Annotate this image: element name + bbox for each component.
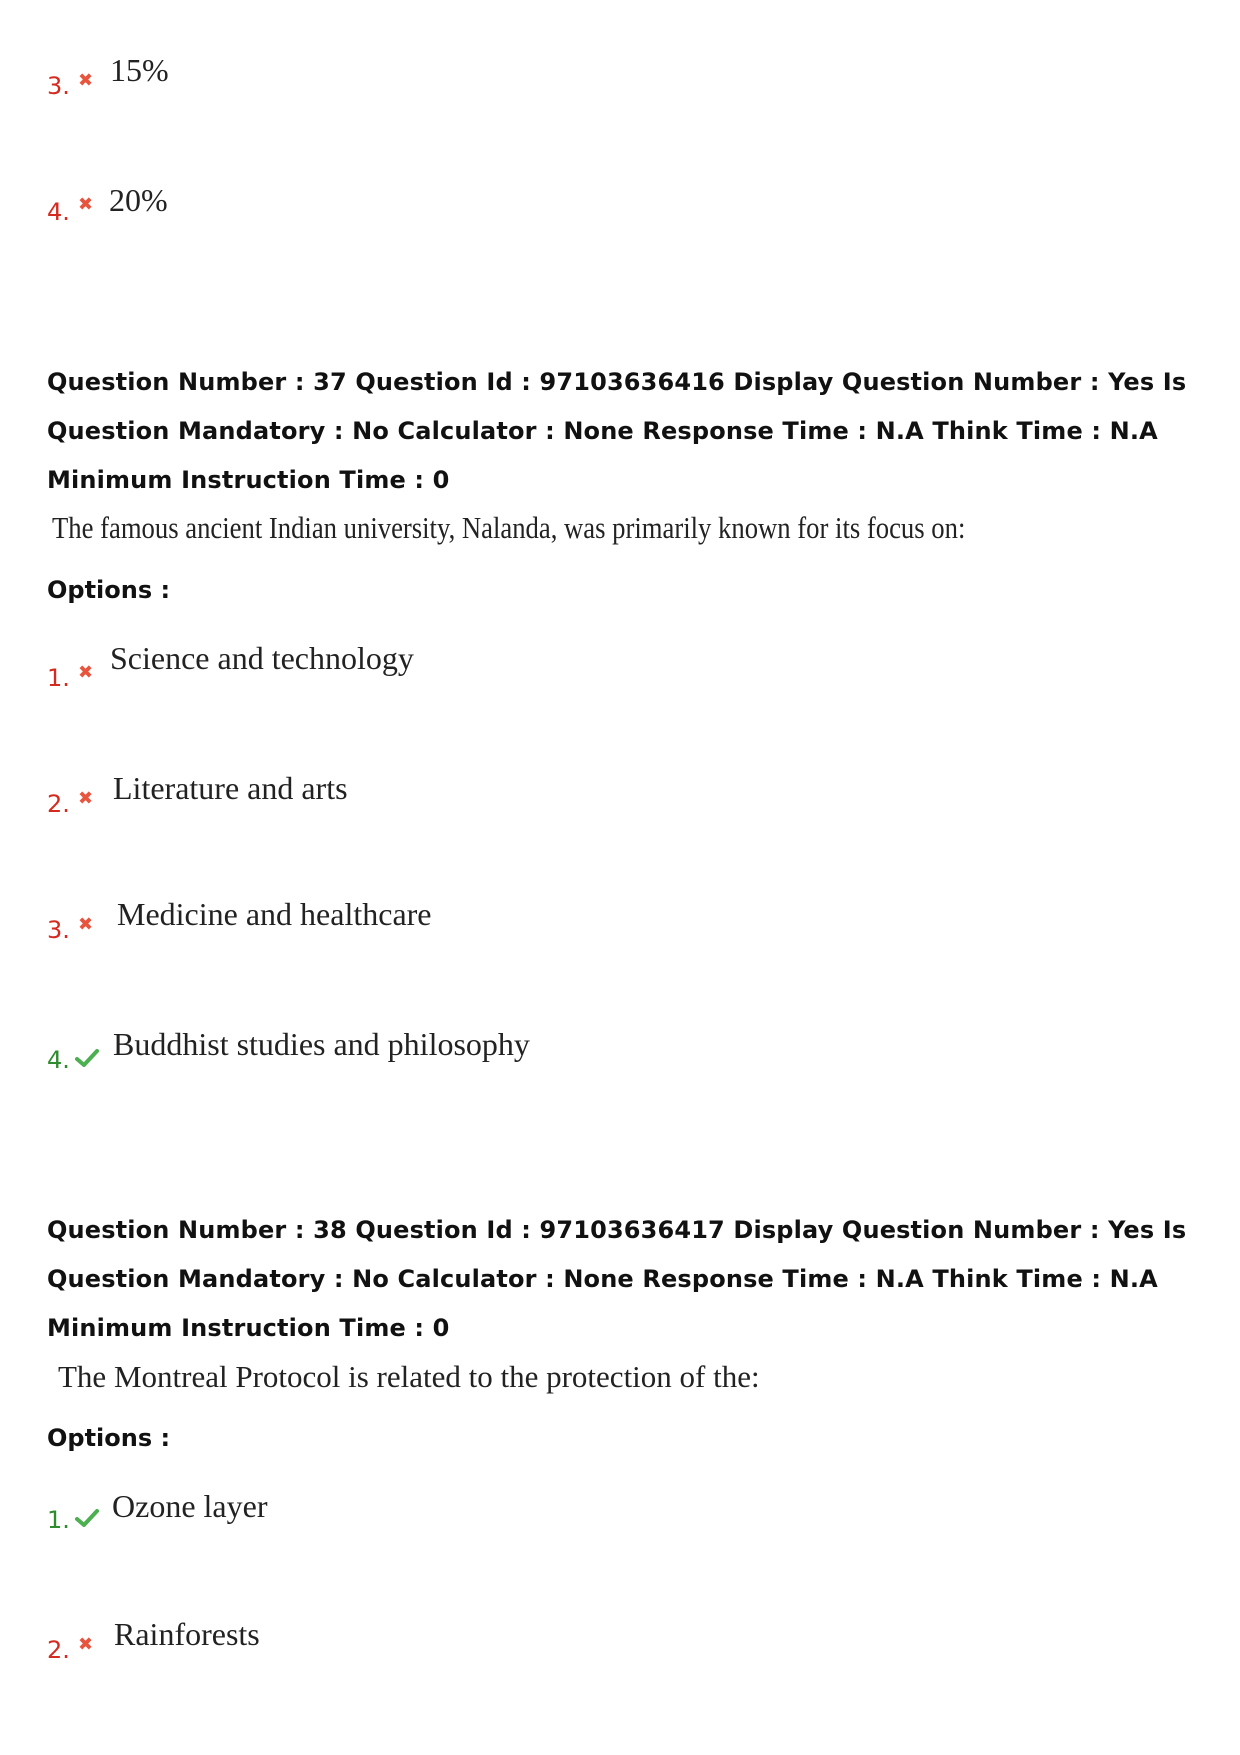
cross-mark-icon: ✖ xyxy=(78,788,94,809)
option-number: 4. xyxy=(47,1046,70,1074)
check-mark-icon xyxy=(75,1048,99,1068)
option-number: 1. xyxy=(47,1506,70,1534)
option-number: 3. xyxy=(47,72,70,100)
options-label: Options : xyxy=(47,1424,171,1452)
option-text: Buddhist studies and philosophy xyxy=(113,1026,530,1062)
check-mark-icon xyxy=(75,1508,99,1528)
option-number: 4. xyxy=(47,198,70,226)
option-text: Science and technology xyxy=(110,640,414,676)
cross-mark-icon: ✖ xyxy=(78,914,94,935)
question-header: Question Number : 38 Question Id : 97103636417 Display Question Number : Yes Is Question Mandatory : No Calculator : None Response Time : N.A Think Time : N.A Minimum Instruction Time : 0 xyxy=(47,1216,1187,1342)
cross-mark-icon: ✖ xyxy=(78,662,94,683)
option-number: 2. xyxy=(47,790,70,818)
cross-mark-icon: ✖ xyxy=(78,70,94,91)
question-text: The Montreal Protocol is related to the protection of the: xyxy=(58,1359,760,1394)
options-label: Options : xyxy=(47,576,171,604)
option-text: 20% xyxy=(109,182,168,218)
option-text: Medicine and healthcare xyxy=(117,896,432,932)
option-number: 1. xyxy=(47,664,70,692)
option-number: 2. xyxy=(47,1636,70,1664)
option-text: Rainforests xyxy=(114,1616,260,1652)
option-number: 3. xyxy=(47,916,70,944)
cross-mark-icon: ✖ xyxy=(78,194,94,215)
question-text: The famous ancient Indian university, Nalanda, was primarily known for its focus on: xyxy=(52,510,966,545)
cross-mark-icon: ✖ xyxy=(78,1634,94,1655)
question-header: Question Number : 37 Question Id : 97103636416 Display Question Number : Yes Is Question Mandatory : No Calculator : None Response Time : N.A Think Time : N.A Minimum Instruction Time : 0 xyxy=(47,368,1187,494)
option-text: Ozone layer xyxy=(112,1488,268,1524)
option-text: 15% xyxy=(110,52,169,88)
option-text: Literature and arts xyxy=(113,770,348,806)
